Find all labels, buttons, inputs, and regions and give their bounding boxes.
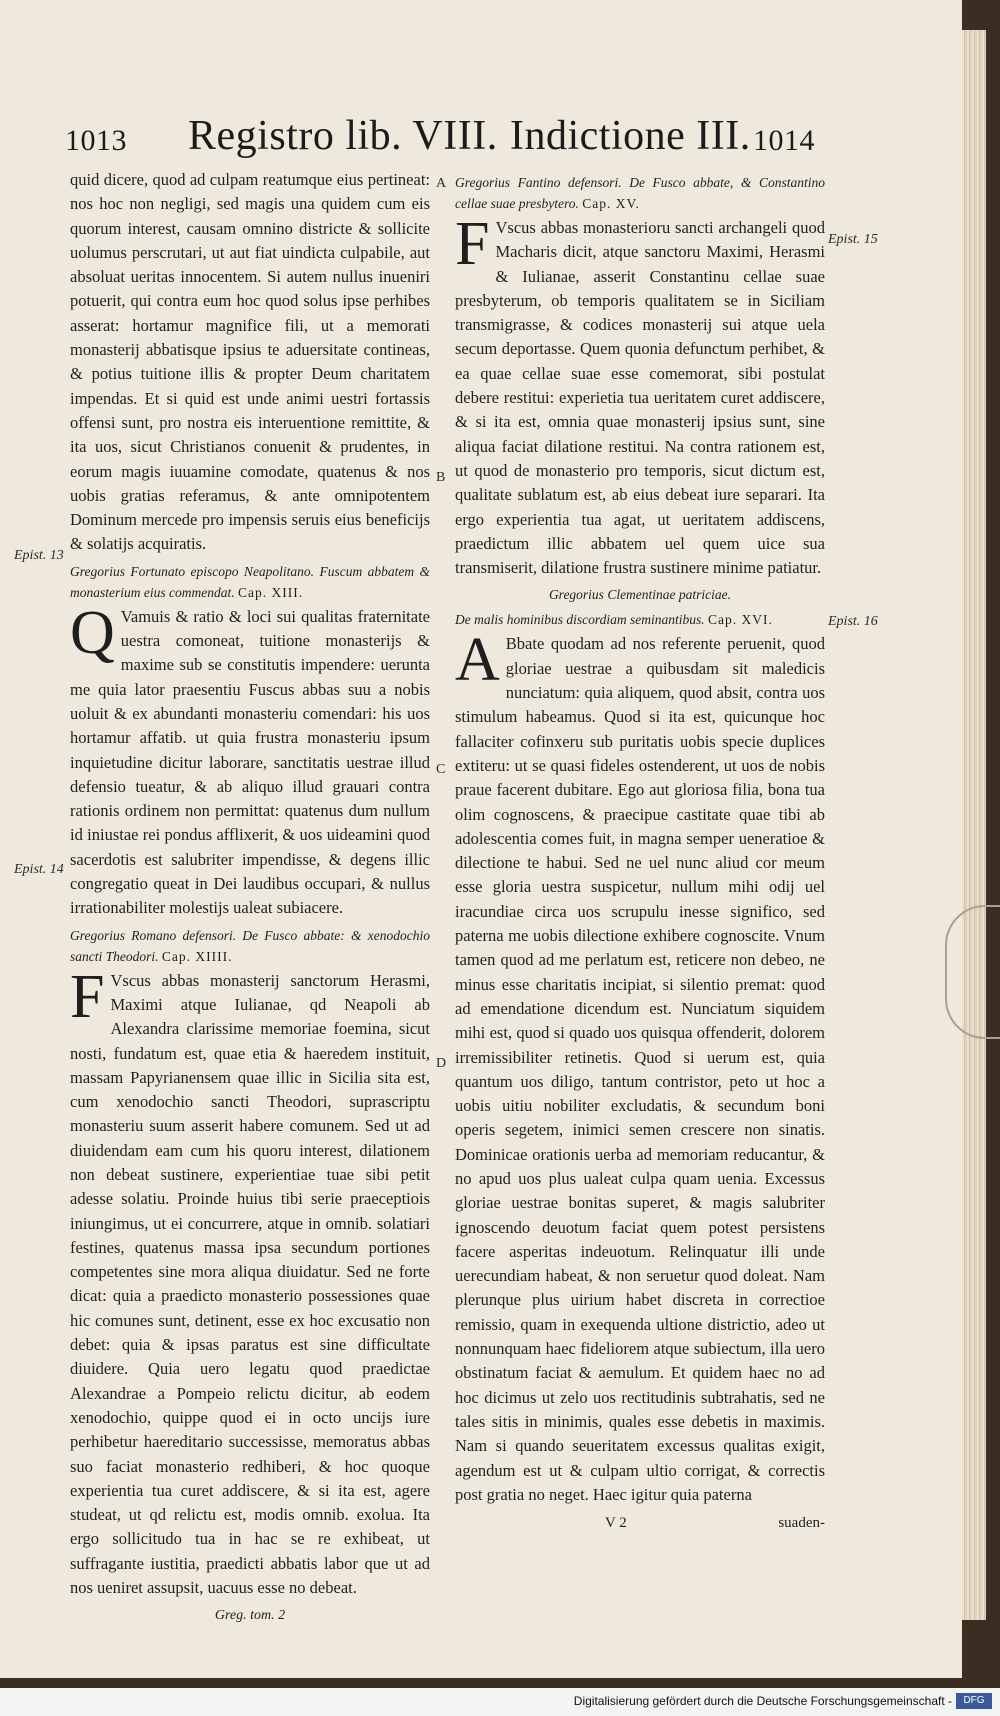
page-edge-stack [962, 30, 986, 1620]
letter16-heading-text: De malis hominibus discordiam seminantibus. [455, 612, 705, 628]
letter16-heading [455, 609, 825, 630]
letter16-text: Bbate quodam ad nos referente peruenit, quod gloriae uestrae a quibusdam sit maledicis nunciatum: quia aliquem, quod absit, contra uos stimulum habeamus. Quod si ita est, quicunque hoc fallaciter cofinxeru sub puritatis uobis specie duplices extiteru: ut se quasi fideles ostenderent, ut uos de nobis praue facerent dubitare. Ego aut gloriosa filia, bona tua olim cognoscens, & praecipue castitate quae tibi ab adolescentia comes fuit, in magna semper ueneratioe & dilectione te habui. Sed ne uel nunc aliud cor meum esse gloria uestra suspicetur, nullum mihi odij uel iracundiae circa uos scrupulu inesse significo, sed paterna me uobis dilectione exhibere cognoscite. Vnum tamen quod ad me perlatum est, reticere non debeo, ne minus esse charitatis incipiat, si silentio premat: quod ad emendatione dicendum est. Nunciatum siquidem mihi est, quod si quado uos quisqua offenderit, dolorem irremissibiliter retinetis. Quod si uerum est, quia quantum uos diligo, tantum contristor, peto ut hoc a uobis uitiu nobiliter excludatis, & secundum boni operis segetem, inimici semen crescere non sinatis. Dominicae orationis uerba ad memoriam reducantur, & no apud uos plus ualeat culpa quam uenia. Excessus gloriae uestrae bonitas superet, & magis salubriter ignoscendo deuotum faciat quem potest persistens facere asperitas indeuotum. Relinquatur illi unde uerecundiam habeat, & non seruetur quod doleat. Nam plerunque plus uirium habet discreta in correctioe remissio, quam in exequenda ultione districtio, adeo ut nonnunquam haec fideliorem atque subiectum, illa uero obstinatum faciat & aemulum. Et quidem haec no ad hoc dicimus ut zelo uos rectitudinis subtrahatis, sed ne tales sitis in minimis, quales esse debetis in maximis. Nam si quando seueritatem excessus qualitas exigit, agendum est ut & culpam ultio corrigat, & correctis post gratia no neget. Haec igitur quia paterna [455, 634, 825, 1504]
digitization-footer [0, 1688, 1000, 1716]
margin-note-epist15: Epist. 15 [828, 232, 878, 247]
section-marker-d: D [436, 1056, 447, 1071]
letter13-heading-text: Gregorius Fortunato episcopo Neapolitano. Fuscum abbatem & monasterium eius commendat. [70, 563, 430, 600]
letter13-cap: Cap. XIII. [237, 584, 304, 600]
letter13-text: Vamuis & ratio & loci sui qualitas fraternitate uestra comoneat, tuitione monasterijs & maxime sub se constitutis impendere: uerunta me quia lator praesentiu Fuscus abbas suu a nobis uoluit & ex abundanti monasteriu comendari: his uos hortamur affatib. ut quia frustra monasteriu ipsum inquietudine dicitur laborare, sanctitatis uestrae illud defensio tueatur, & ab aliquo illud grauari contra rationis ordinem non permittat: quatenus dum nullum id iniustae rei pondus afflixerit, & uos uideamini quod sacerdotis est salubriter impendisse, & degens illic congregatio queat in Dei laudibus occupari, & nullus irrationabiliter molestijs ualeat subiacere. [70, 606, 430, 918]
right-text-column [455, 168, 825, 1535]
footer-credit: Digitalisierung gefördert durch die Deutsche Forschungsgemeinschaft - [573, 1694, 952, 1708]
right-running-title: Indictione III. [510, 113, 751, 159]
letter16-heading-top: Gregorius Clementinae patriciae. [548, 587, 732, 603]
letter15-heading [455, 172, 825, 214]
letter14-text: Vscus abbas monasterij sanctorum Herasmi, Maximi atque Iulianae, qd Neapoli ab Alexandra clarissime memoriae foemina, sicut nosti, fundatum est, quae etia & haeredem instituit, massam Papyrianensem quae illic in Sicilia sita est, cum xenodochio sancti Theodori, suprascriptu monasteriu suum asserit habere comunem. Sed ut ad diuidendam eam cum his quoru interest, dilationem non debeat sustinere, experientiae tuae sibi petit adesse solatiu. Proinde huius tibi serie praeceptiois iniungimus, ut ei concurrere, atque in omnib. solatiari festines, quatenus massa ipsa secundum portiones competentes sine mora aliqua diuidatur. Sed ne forte dicat: quia a praedicto monasterio possessiones quae hic comunes sunt, detinent, esse ex hoc excusatio non debet: quia & ipsas paratus est sine difficultate diuidere. Quia uero legatu quod praedictae Alexandrae a Pompeio relictu dicitur, ab eodem xenodochio, quippe quod ei in octo uncijs iure perhibetur haereditario successisse, memoratus abbas suo faciat monasterio redhiberi, & hoc quoque experientia tua curet addiscere, & si ita est, agere studeat, ut qd relictu est, modis omnib. exolua. Ita ergo sollicitudo tua in hac se re exhibeat, ut suffragante iustitia, praedicti abbatis labor que ut ad nos ueniret assupsit, uacuus esse no debeat. [70, 970, 430, 1598]
letter13-heading [70, 561, 430, 603]
margin-note-epist13: Epist. 13 [14, 548, 64, 563]
margin-note-epist14: Epist. 14 [14, 862, 64, 877]
left-text-column [70, 168, 430, 1629]
left-signature: Greg. tom. 2 [214, 1608, 286, 1624]
letter16-body [455, 626, 825, 1507]
letter13-dropcap: Q [70, 598, 115, 667]
letter15-body [455, 210, 825, 580]
letter15-cap: Cap. XV. [582, 196, 640, 211]
letter14-cap: Cap. XIIII. [161, 948, 233, 964]
letter14-heading [70, 925, 430, 967]
letter16-dropcap: A [455, 626, 500, 695]
letter14-heading-text: Gregorius Romano defensori. De Fusco abbate: & xenodochio sancti Theodori. [70, 927, 430, 964]
margin-note-epist16: Epist. 16 [828, 614, 878, 629]
section-marker-a: A [436, 176, 447, 191]
letter16-cap: Cap. XVI. [708, 612, 773, 628]
letter15-text: Vscus abbas monasterioru sancti archangeli quod Macharis dicit, atque sanctoru Maximi, Herasmi & Iulianae, asserit Constantinu cellae suae presbyterum, ob temporis qualitatem se in Siciliam transmigrasse, & codices monasterij sui atque uela secum deportasse. Quem quonia defunctum perhibet, & ea quae cellae suae esse comemorat, sibi postulat debere restitui: experietia tua ueritatem curet addiscere, & si ita est, omnia quae monasterij ipsius sunt, sine aliqua faciat dilatione restitui. Na contra rationem est, ut quod de monasterio pro temporis, sicut dictum est, qualitate sublatum est, ab eius debeat iure separari. Ita ergo experientia tua agat, ut ueritatem addiscens, praedictum illic abbatem uel quem uice sua transmiserit, dilatione frustra sustinere minime patiatur. [455, 218, 825, 578]
left-page-number: 1013 [65, 124, 127, 157]
letter14-body [70, 962, 430, 1601]
letter15-heading-text: Gregorius Fantino defensori. De Fusco abbate, & Constantino cellae suae presbytero. [455, 175, 825, 211]
left-running-title: Registro lib. VIII. [188, 113, 498, 159]
right-signature-line [455, 1511, 825, 1535]
catchword: suaden- [778, 1515, 825, 1532]
right-signature: V 2 [605, 1515, 627, 1532]
section-marker-b: B [436, 470, 446, 485]
letter15-dropcap: F [455, 210, 490, 278]
letter14-dropcap: F [70, 962, 105, 1031]
letter13-body [70, 598, 430, 921]
opening-paragraph: quid dicere, quod ad culpam reatumque eius pertineat: nos hoc non negligi, sed magis una quidem cum eis quorum interest, causam omnino districte & sollicite uolumus perscrutari, ut aut fiat uindicta culpabile, aut absoluat ueritas innocentem. Si autem nullus inueniri potuerit, qui contra eum hoc quod solus ipse perhibes asserat: hortamur magnifice fili, ut a memorati monasterij abbatisque ipsius te aduersitate contineas, & potius tuitione illis & propter Deum charitatem impendas. Et si quid est unde animi uestri fortassis offensi sunt, pro nostra eis interuentione remittite, & ita uos, sicut Christianos conuenit & prudentes, in eorum magis iuuamine comodate, quatenus & nos uobis gratias referamus, & ante omnipotentem Dominum mercede pro impensis seruis eius beneficijs & solatijs acquiratis. [70, 170, 430, 554]
book-clip [945, 905, 1000, 1039]
section-marker-c: C [436, 762, 446, 777]
right-page-number: 1014 [753, 124, 815, 157]
dfg-logo-icon: DFG [956, 1693, 992, 1709]
